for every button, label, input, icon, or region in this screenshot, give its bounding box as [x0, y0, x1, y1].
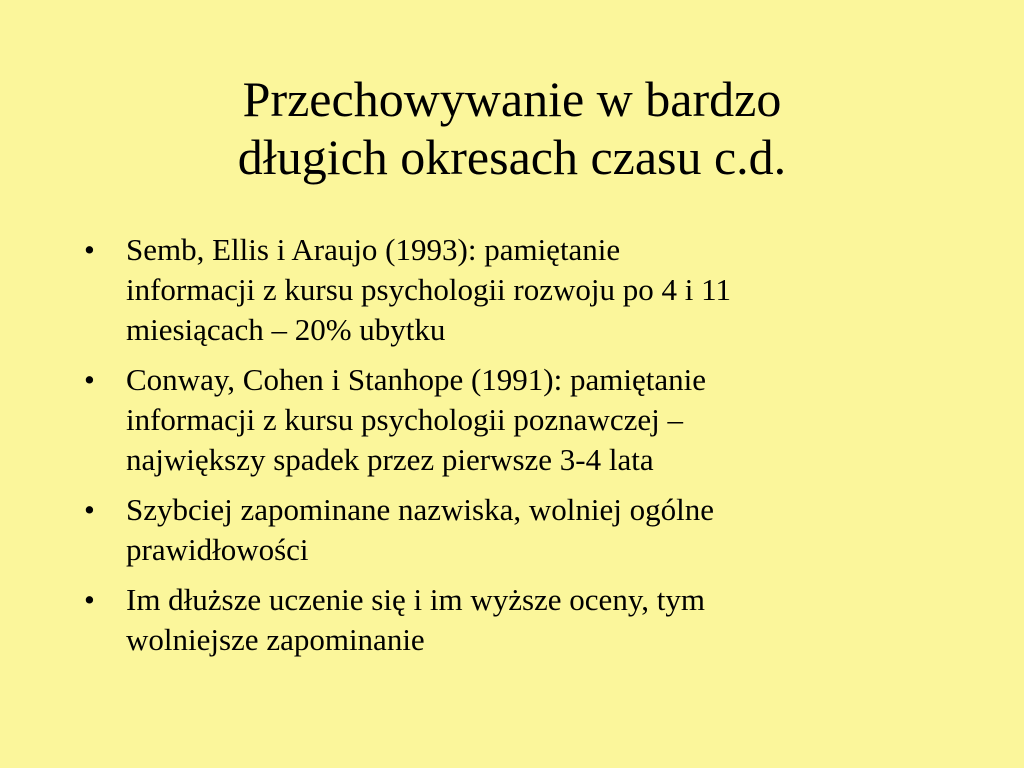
bullet-icon: •	[84, 232, 95, 267]
bullet-3-line-1: Szybciej zapominane nazwiska, wolniej ogólne	[126, 492, 714, 527]
bullet-list	[84, 230, 944, 670]
bullet-item-3	[84, 490, 944, 570]
bullet-1-line-2: informacji z kursu psychologii rozwoju po 4 i 11	[126, 272, 731, 307]
bullet-icon: •	[84, 582, 95, 617]
bullet-1-line-3: miesiącach – 20% ubytku	[126, 312, 446, 347]
bullet-1-line-1: Semb, Ellis i Araujo (1993): pamiętanie	[126, 232, 621, 267]
slide-title	[0, 70, 1024, 186]
bullet-3-line-2: prawidłowości	[126, 532, 309, 567]
bullet-icon: •	[84, 492, 95, 527]
bullet-2-line-3: największy spadek przez pierwsze 3-4 lata	[126, 442, 654, 477]
bullet-item-4	[84, 580, 944, 660]
bullet-4-line-2: wolniejsze zapominanie	[126, 622, 425, 657]
bullet-icon: •	[84, 362, 95, 397]
title-line-2: długich okresach czasu c.d.	[237, 129, 787, 185]
bullet-item-2	[84, 360, 944, 480]
bullet-2-line-1: Conway, Cohen i Stanhope (1991): pamiętanie	[126, 362, 706, 397]
bullet-4-line-1: Im dłuższe uczenie się i im wyższe oceny, tym	[126, 582, 706, 617]
title-line-1: Przechowywanie w bardzo	[242, 71, 782, 127]
bullet-item-1	[84, 230, 944, 350]
bullet-2-line-2: informacji z kursu psychologii poznawczej –	[126, 402, 683, 437]
